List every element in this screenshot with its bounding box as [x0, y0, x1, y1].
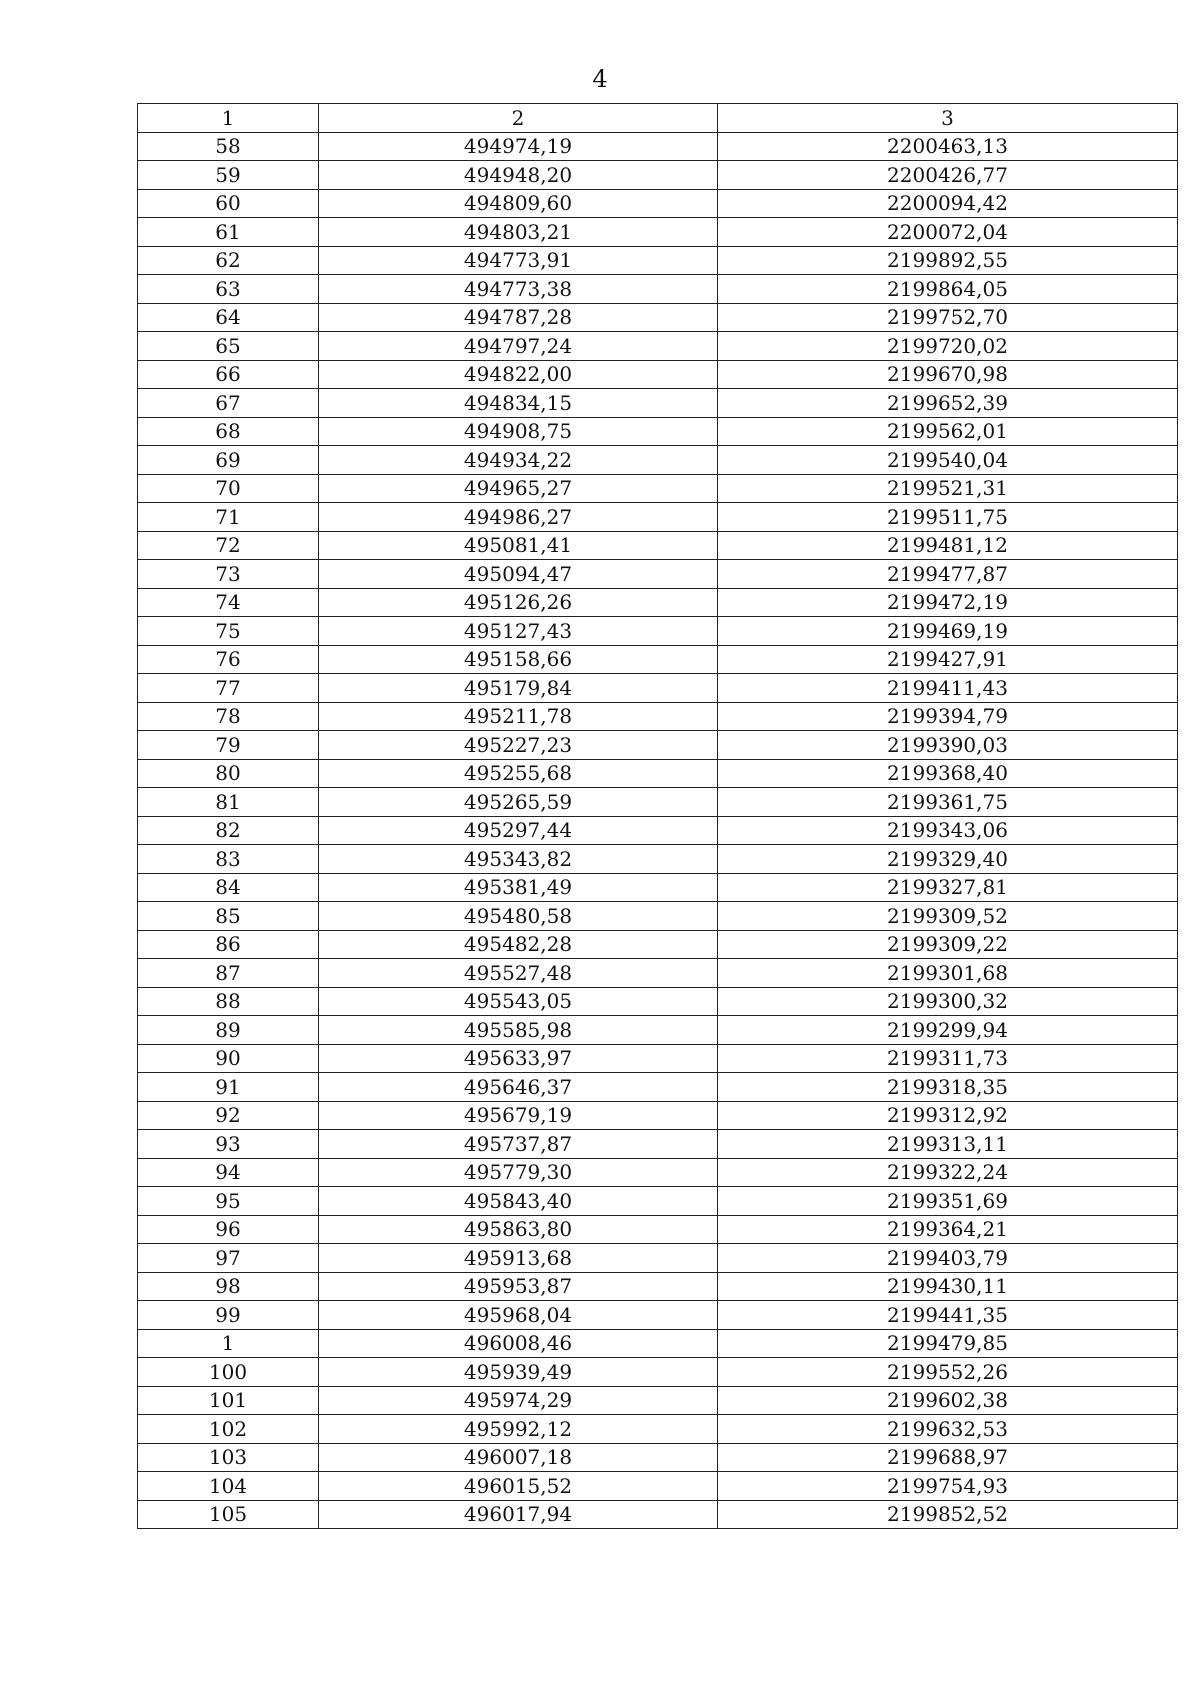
table-row [138, 759, 1178, 788]
y-coordinate-cell: 2199441,35 [718, 1301, 1178, 1330]
x-coordinate-cell: 495081,41 [319, 531, 718, 560]
point-number-cell: 97 [138, 1244, 319, 1273]
point-number-cell: 98 [138, 1272, 319, 1301]
x-coordinate-cell: 494809,60 [319, 189, 718, 218]
y-coordinate-cell: 2199472,19 [718, 588, 1178, 617]
y-coordinate-cell: 2199552,26 [718, 1358, 1178, 1387]
point-number-cell: 88 [138, 987, 319, 1016]
x-coordinate-cell: 495585,98 [319, 1016, 718, 1045]
y-coordinate-cell: 2200094,42 [718, 189, 1178, 218]
point-number-cell: 92 [138, 1101, 319, 1130]
point-number-cell: 64 [138, 303, 319, 332]
coordinates-table-container [137, 103, 1177, 1529]
table-row [138, 531, 1178, 560]
point-number-cell: 99 [138, 1301, 319, 1330]
table-row [138, 645, 1178, 674]
point-number-cell: 71 [138, 503, 319, 532]
x-coordinate-cell: 495343,82 [319, 845, 718, 874]
x-coordinate-cell: 494834,15 [319, 389, 718, 418]
x-coordinate-cell: 495863,80 [319, 1215, 718, 1244]
point-number-cell: 66 [138, 360, 319, 389]
point-number-cell: 101 [138, 1386, 319, 1415]
x-coordinate-cell: 494908,75 [319, 417, 718, 446]
table-row [138, 902, 1178, 931]
table-row [138, 560, 1178, 589]
point-number-cell: 95 [138, 1187, 319, 1216]
point-number-cell: 58 [138, 132, 319, 161]
x-coordinate-cell: 495381,49 [319, 873, 718, 902]
point-number-cell: 85 [138, 902, 319, 931]
table-row [138, 588, 1178, 617]
point-number-cell: 104 [138, 1472, 319, 1501]
y-coordinate-cell: 2199394,79 [718, 702, 1178, 731]
x-coordinate-cell: 494986,27 [319, 503, 718, 532]
table-row [138, 1415, 1178, 1444]
x-coordinate-cell: 495126,26 [319, 588, 718, 617]
x-coordinate-cell: 495297,44 [319, 816, 718, 845]
table-row [138, 1329, 1178, 1358]
coordinates-table [137, 103, 1178, 1529]
point-number-cell: 70 [138, 474, 319, 503]
table-row [138, 1386, 1178, 1415]
point-number-cell: 84 [138, 873, 319, 902]
point-number-cell: 86 [138, 930, 319, 959]
point-number-cell: 73 [138, 560, 319, 589]
table-row [138, 1101, 1178, 1130]
table-row [138, 389, 1178, 418]
table-row [138, 987, 1178, 1016]
y-coordinate-cell: 2199511,75 [718, 503, 1178, 532]
x-coordinate-cell: 495737,87 [319, 1130, 718, 1159]
table-row [138, 788, 1178, 817]
y-coordinate-cell: 2199300,32 [718, 987, 1178, 1016]
x-coordinate-cell: 495913,68 [319, 1244, 718, 1273]
table-row [138, 1272, 1178, 1301]
y-coordinate-cell: 2199368,40 [718, 759, 1178, 788]
table-body [138, 132, 1178, 1529]
y-coordinate-cell: 2199540,04 [718, 446, 1178, 475]
point-number-cell: 72 [138, 531, 319, 560]
y-coordinate-cell: 2199720,02 [718, 332, 1178, 361]
table-row [138, 218, 1178, 247]
point-number-cell: 62 [138, 246, 319, 275]
column-header-1: 1 [138, 104, 319, 133]
table-row [138, 474, 1178, 503]
point-number-cell: 78 [138, 702, 319, 731]
x-coordinate-cell: 495543,05 [319, 987, 718, 1016]
x-coordinate-cell: 494965,27 [319, 474, 718, 503]
point-number-cell: 80 [138, 759, 319, 788]
table-row [138, 816, 1178, 845]
x-coordinate-cell: 494773,91 [319, 246, 718, 275]
y-coordinate-cell: 2199430,11 [718, 1272, 1178, 1301]
x-coordinate-cell: 495179,84 [319, 674, 718, 703]
x-coordinate-cell: 494797,24 [319, 332, 718, 361]
y-coordinate-cell: 2199364,21 [718, 1215, 1178, 1244]
y-coordinate-cell: 2199469,19 [718, 617, 1178, 646]
table-row [138, 617, 1178, 646]
y-coordinate-cell: 2199403,79 [718, 1244, 1178, 1273]
y-coordinate-cell: 2199892,55 [718, 246, 1178, 275]
y-coordinate-cell: 2199852,52 [718, 1500, 1178, 1529]
point-number-cell: 69 [138, 446, 319, 475]
point-number-cell: 60 [138, 189, 319, 218]
table-row [138, 1187, 1178, 1216]
table-row [138, 1158, 1178, 1187]
table-row [138, 1301, 1178, 1330]
y-coordinate-cell: 2199343,06 [718, 816, 1178, 845]
y-coordinate-cell: 2199322,24 [718, 1158, 1178, 1187]
point-number-cell: 68 [138, 417, 319, 446]
point-number-cell: 91 [138, 1073, 319, 1102]
y-coordinate-cell: 2199688,97 [718, 1443, 1178, 1472]
y-coordinate-cell: 2199301,68 [718, 959, 1178, 988]
table-row [138, 332, 1178, 361]
x-coordinate-cell: 495094,47 [319, 560, 718, 589]
table-row [138, 189, 1178, 218]
y-coordinate-cell: 2199477,87 [718, 560, 1178, 589]
point-number-cell: 65 [138, 332, 319, 361]
table-row [138, 246, 1178, 275]
y-coordinate-cell: 2199390,03 [718, 731, 1178, 760]
x-coordinate-cell: 495953,87 [319, 1272, 718, 1301]
point-number-cell: 75 [138, 617, 319, 646]
x-coordinate-cell: 496007,18 [319, 1443, 718, 1472]
point-number-cell: 61 [138, 218, 319, 247]
x-coordinate-cell: 496017,94 [319, 1500, 718, 1529]
table-row [138, 930, 1178, 959]
point-number-cell: 90 [138, 1044, 319, 1073]
y-coordinate-cell: 2199521,31 [718, 474, 1178, 503]
x-coordinate-cell: 494803,21 [319, 218, 718, 247]
table-row [138, 161, 1178, 190]
table-header [138, 104, 1178, 133]
y-coordinate-cell: 2200072,04 [718, 218, 1178, 247]
table-row [138, 1215, 1178, 1244]
x-coordinate-cell: 496015,52 [319, 1472, 718, 1501]
point-number-cell: 93 [138, 1130, 319, 1159]
x-coordinate-cell: 495158,66 [319, 645, 718, 674]
point-number-cell: 67 [138, 389, 319, 418]
y-coordinate-cell: 2199309,52 [718, 902, 1178, 931]
table-row [138, 1244, 1178, 1273]
y-coordinate-cell: 2199632,53 [718, 1415, 1178, 1444]
y-coordinate-cell: 2199312,92 [718, 1101, 1178, 1130]
x-coordinate-cell: 495482,28 [319, 930, 718, 959]
y-coordinate-cell: 2199754,93 [718, 1472, 1178, 1501]
x-coordinate-cell: 495265,59 [319, 788, 718, 817]
table-row [138, 417, 1178, 446]
x-coordinate-cell: 495968,04 [319, 1301, 718, 1330]
table-row [138, 674, 1178, 703]
x-coordinate-cell: 495779,30 [319, 1158, 718, 1187]
table-row [138, 1073, 1178, 1102]
x-coordinate-cell: 494974,19 [319, 132, 718, 161]
point-number-cell: 96 [138, 1215, 319, 1244]
y-coordinate-cell: 2199329,40 [718, 845, 1178, 874]
y-coordinate-cell: 2199670,98 [718, 360, 1178, 389]
x-coordinate-cell: 495211,78 [319, 702, 718, 731]
y-coordinate-cell: 2199318,35 [718, 1073, 1178, 1102]
point-number-cell: 102 [138, 1415, 319, 1444]
x-coordinate-cell: 496008,46 [319, 1329, 718, 1358]
point-number-cell: 77 [138, 674, 319, 703]
x-coordinate-cell: 495633,97 [319, 1044, 718, 1073]
point-number-cell: 103 [138, 1443, 319, 1472]
y-coordinate-cell: 2199427,91 [718, 645, 1178, 674]
point-number-cell: 94 [138, 1158, 319, 1187]
x-coordinate-cell: 495646,37 [319, 1073, 718, 1102]
x-coordinate-cell: 494822,00 [319, 360, 718, 389]
x-coordinate-cell: 494787,28 [319, 303, 718, 332]
table-row [138, 1044, 1178, 1073]
y-coordinate-cell: 2199351,69 [718, 1187, 1178, 1216]
point-number-cell: 82 [138, 816, 319, 845]
y-coordinate-cell: 2199602,38 [718, 1386, 1178, 1415]
table-row [138, 1016, 1178, 1045]
y-coordinate-cell: 2199864,05 [718, 275, 1178, 304]
point-number-cell: 74 [138, 588, 319, 617]
table-row [138, 1443, 1178, 1472]
table-row [138, 702, 1178, 731]
y-coordinate-cell: 2199481,12 [718, 531, 1178, 560]
y-coordinate-cell: 2200463,13 [718, 132, 1178, 161]
point-number-cell: 59 [138, 161, 319, 190]
y-coordinate-cell: 2199361,75 [718, 788, 1178, 817]
point-number-cell: 63 [138, 275, 319, 304]
table-row [138, 503, 1178, 532]
table-row [138, 873, 1178, 902]
y-coordinate-cell: 2199299,94 [718, 1016, 1178, 1045]
x-coordinate-cell: 495255,68 [319, 759, 718, 788]
point-number-cell: 76 [138, 645, 319, 674]
page-number: 4 [592, 65, 608, 93]
y-coordinate-cell: 2199562,01 [718, 417, 1178, 446]
y-coordinate-cell: 2199309,22 [718, 930, 1178, 959]
y-coordinate-cell: 2199752,70 [718, 303, 1178, 332]
table-row [138, 1500, 1178, 1529]
table-row [138, 132, 1178, 161]
point-number-cell: 105 [138, 1500, 319, 1529]
point-number-cell: 1 [138, 1329, 319, 1358]
x-coordinate-cell: 495127,43 [319, 617, 718, 646]
y-coordinate-cell: 2199311,73 [718, 1044, 1178, 1073]
y-coordinate-cell: 2200426,77 [718, 161, 1178, 190]
x-coordinate-cell: 495227,23 [319, 731, 718, 760]
table-row [138, 1130, 1178, 1159]
y-coordinate-cell: 2199411,43 [718, 674, 1178, 703]
x-coordinate-cell: 494773,38 [319, 275, 718, 304]
table-row [138, 360, 1178, 389]
column-header-2: 2 [319, 104, 718, 133]
table-row [138, 845, 1178, 874]
x-coordinate-cell: 495992,12 [319, 1415, 718, 1444]
x-coordinate-cell: 495843,40 [319, 1187, 718, 1216]
table-row [138, 731, 1178, 760]
y-coordinate-cell: 2199327,81 [718, 873, 1178, 902]
point-number-cell: 79 [138, 731, 319, 760]
x-coordinate-cell: 495527,48 [319, 959, 718, 988]
point-number-cell: 89 [138, 1016, 319, 1045]
x-coordinate-cell: 495679,19 [319, 1101, 718, 1130]
x-coordinate-cell: 494948,20 [319, 161, 718, 190]
table-row [138, 275, 1178, 304]
point-number-cell: 81 [138, 788, 319, 817]
table-row [138, 446, 1178, 475]
point-number-cell: 83 [138, 845, 319, 874]
x-coordinate-cell: 495480,58 [319, 902, 718, 931]
x-coordinate-cell: 495939,49 [319, 1358, 718, 1387]
x-coordinate-cell: 495974,29 [319, 1386, 718, 1415]
column-header-3: 3 [718, 104, 1178, 133]
point-number-cell: 100 [138, 1358, 319, 1387]
table-row [138, 303, 1178, 332]
y-coordinate-cell: 2199652,39 [718, 389, 1178, 418]
y-coordinate-cell: 2199479,85 [718, 1329, 1178, 1358]
y-coordinate-cell: 2199313,11 [718, 1130, 1178, 1159]
table-row [138, 959, 1178, 988]
point-number-cell: 87 [138, 959, 319, 988]
table-row [138, 1472, 1178, 1501]
x-coordinate-cell: 494934,22 [319, 446, 718, 475]
header-row [138, 104, 1178, 133]
table-row [138, 1358, 1178, 1387]
